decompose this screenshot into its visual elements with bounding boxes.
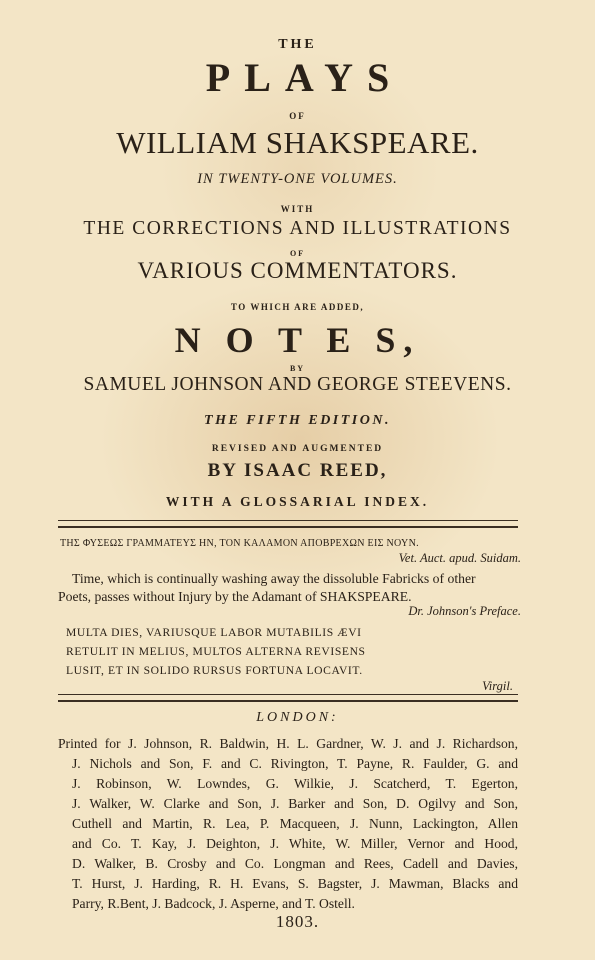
imprint-line: J. Nichols and Son, F. and C. Rivington, T. Payne, R. Faulder, G. and <box>72 756 518 771</box>
title-plays: PLAYS <box>205 55 404 100</box>
title-of-2: OF <box>289 249 306 258</box>
top-double-rule <box>58 520 518 528</box>
title-commentators: VARIOUS COMMENTATORS. <box>137 258 458 283</box>
imprint-line: D. Walker, B. Crosby and Co. Longman and Rees, Cadell and Davies, <box>72 856 518 871</box>
title-glossary: WITH A GLOSSARIAL INDEX. <box>165 494 430 509</box>
title-corrections: THE CORRECTIONS AND ILLUSTRATIONS <box>83 218 512 239</box>
imprint-line: Printed for J. Johnson, R. Baldwin, H. L. Gardner, W. J. and J. Richardson, <box>58 736 518 751</box>
bottom-double-rule <box>58 694 518 702</box>
latin-epigraph-source: Virgil. <box>482 679 513 693</box>
english-epigraph-line-2: Poets, passes without Injury by the Adamant of SHAKSPEARE. <box>58 589 412 604</box>
title-with: WITH <box>280 204 315 214</box>
title-added: TO WHICH ARE ADDED, <box>230 302 365 312</box>
title-edition: THE FIFTH EDITION. <box>204 413 391 428</box>
imprint-line: Cuthell and Martin, R. Lea, P. Macqueen, J. Nunn, Lackington, Allen <box>72 816 518 831</box>
imprint-line: Parry, R.Bent, J. Badcock, J. Asperne, and T. Ostell. <box>72 896 355 911</box>
title-by: BY <box>289 364 306 373</box>
imprint-line: and Co. T. Kay, J. Deighton, J. White, W. Miller, Vernor and Hood, <box>72 836 518 851</box>
title-volumes: IN TWENTY-ONE VOLUMES. <box>197 171 398 187</box>
english-epigraph-line-1: Time, which is continually washing away the dissoluble Fabricks of other <box>72 571 476 586</box>
imprint-city: LONDON: <box>256 710 339 725</box>
latin-epigraph-line-2: RETULIT IN MELIUS, MULTOS ALTERNA REVISENS <box>66 645 366 658</box>
latin-epigraph-line-1: MULTA DIES, VARIUSQUE LABOR MUTABILIS ÆVI <box>66 626 362 639</box>
title-notes: N O T E S, <box>174 320 421 360</box>
title-reviser: BY ISAAC REED, <box>207 460 388 481</box>
imprint-year: 1803. <box>275 912 320 931</box>
title-editors: SAMUEL JOHNSON AND GEORGE STEEVENS. <box>83 374 512 395</box>
title-revised: REVISED AND AUGMENTED <box>211 444 384 454</box>
title-the: THE <box>278 37 317 52</box>
title-author: WILLIAM SHAKSPEARE. <box>116 125 479 160</box>
english-epigraph-source: Dr. Johnson's Preface. <box>408 604 521 618</box>
greek-epigraph-source: Vet. Auct. apud. Suidam. <box>398 551 521 565</box>
imprint-line: J. Walker, W. Clarke and Son, J. Barker and Son, D. Ogilvy and Son, <box>72 796 518 811</box>
imprint-line: J. Robinson, W. Lowndes, G. Wilkie, J. Scatcherd, T. Egerton, <box>72 776 518 791</box>
latin-epigraph-line-3: LUSIT, ET IN SOLIDO RURSUS FORTUNA LOCAVIT. <box>66 664 363 677</box>
title-of: OF <box>289 111 306 121</box>
greek-epigraph: ΤΗΣ ΦΥΣΕΩΣ ΓΡΑΜΜΑΤΕΥΣ ΗΝ, ΤΟΝ ΚΑΛΑΜΟΝ ΑΠΟΒΡΕΧΩΝ ΕΙΣ ΝΟΥΝ. <box>60 538 419 549</box>
imprint-line: T. Hurst, J. Harding, R. H. Evans, S. Bagster, J. Mawman, Blacks and <box>72 876 518 891</box>
imprint-publishers <box>58 734 518 914</box>
